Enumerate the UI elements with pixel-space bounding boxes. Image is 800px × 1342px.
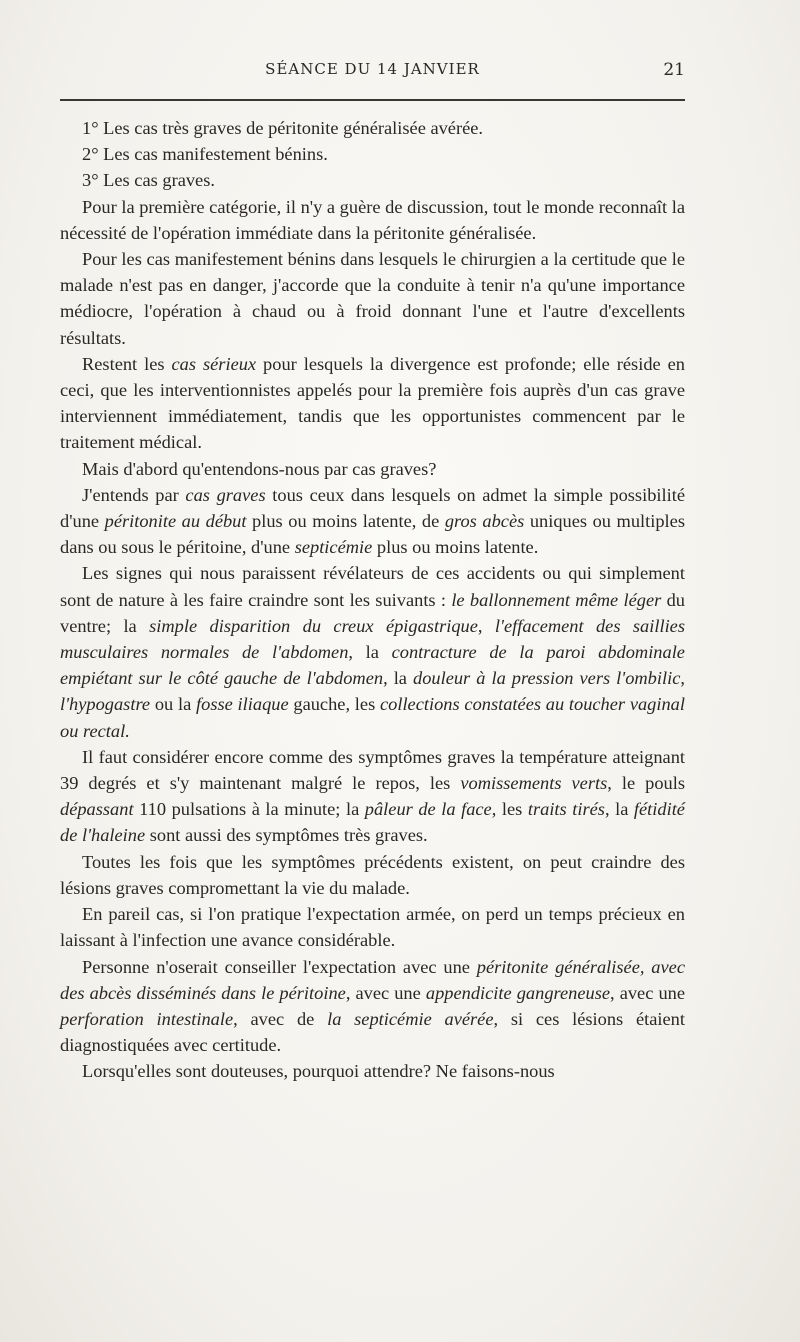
text-run: Les signes qui nous paraissent révélateurs de ces accidents ou qui simplement sont de nature à les faire craindre sont les suivants :	[60, 563, 685, 610]
italic-run: l'hypogastre	[60, 694, 151, 715]
text-run: uniques ou multiples dans ou sous le péritoine, d'une	[60, 511, 685, 558]
text-run: 1° Les cas très graves de péritonite généralisée avérée.	[82, 118, 484, 138]
text-run: tous ceux dans lesquels on admet la simple possibilité d'une	[60, 484, 685, 532]
text-run: J'entends par	[82, 484, 186, 505]
italic-run: dépassant	[60, 799, 134, 820]
page-number: 21	[663, 60, 685, 80]
italic-run: le ballonnement même léger	[451, 589, 662, 610]
italic-run: fosse iliaque	[196, 694, 289, 715]
italic-run: douleur à la pression vers l'ombilic	[413, 668, 681, 689]
paragraph	[60, 246, 685, 351]
italic-run: traits tirés	[527, 799, 605, 820]
italic-run: septicémie	[294, 537, 373, 558]
body-text	[60, 115, 685, 1085]
text-run: Mais d'abord qu'entendons-nous par cas graves?	[82, 458, 437, 479]
page-header	[60, 60, 685, 88]
paragraph	[60, 744, 685, 849]
paragraph	[60, 1058, 685, 1084]
text-run: , avec de	[233, 1008, 328, 1029]
italic-run: gros abcès	[444, 511, 525, 532]
running-title: SÉANCE DU 14 JANVIER	[265, 60, 480, 78]
text-run: Pour la première catégorie, il n'y a guère de discussion, tout le monde reconnaît la nécessité de l'opération immédiate dans la péritonite généralisée.	[60, 196, 685, 243]
italic-run: cas sérieux	[171, 353, 257, 374]
italic-run: vomissements verts	[460, 773, 608, 794]
text-run: , le pouls	[607, 773, 685, 794]
paragraph	[60, 560, 685, 743]
text-run: , la	[383, 668, 413, 689]
text-run: En pareil cas, si l'on pratique l'expectation armée, on perd un temps précieux en laissant à l'infection une avance considérable.	[60, 904, 685, 951]
text-run: ou la	[150, 694, 197, 715]
text-run: plus ou moins latente.	[372, 537, 539, 558]
paragraph	[60, 954, 685, 1059]
text-run: pour lesquels la divergence est profonde; elle réside en ceci, que les interventionnistes appelés pour la première fois auprès d'un cas grave interviennent immédiatement, tandis que les opportunistes commencent par le traitement médical.	[60, 353, 685, 453]
paragraph	[60, 167, 685, 193]
italic-run: appendicite gangreneuse	[425, 982, 611, 1003]
text-run: ,	[477, 615, 495, 636]
text-run: , les	[491, 799, 528, 820]
italic-run: contracture de la paroi abdominale empiétant sur le côté gauche de l'abdomen	[60, 642, 685, 689]
paragraph	[60, 849, 685, 901]
paragraph	[60, 351, 685, 456]
text-run: sont aussi des symptômes très graves.	[145, 825, 428, 846]
paragraph	[60, 482, 685, 561]
italic-run: cas graves	[185, 484, 266, 505]
paragraph	[60, 141, 685, 167]
text-run: , avec une	[345, 982, 426, 1003]
paragraph	[60, 456, 685, 482]
italic-run: pâleur de la face	[364, 799, 492, 820]
text-run: , avec une	[610, 982, 685, 1003]
italic-run: péritonite au début	[104, 511, 247, 532]
text-run: gauche, les	[288, 694, 380, 715]
text-run: Lorsqu'elles sont douteuses, pourquoi attendre? Ne faisons-nous	[82, 1061, 555, 1082]
header-rule	[60, 99, 685, 101]
text-run: 2° Les cas manifestement bénins.	[82, 144, 328, 165]
italic-run: péritonite généralisée, avec des abcès disséminés dans le péritoine	[60, 956, 685, 1003]
text-run: plus ou moins latente, de	[246, 511, 445, 532]
text-run: , la	[604, 799, 634, 820]
italic-run: l'effacement des saillies musculaires normales de l'abdomen	[60, 615, 685, 663]
text-run: 110 pulsations à la minute; la	[133, 799, 365, 820]
text-run: , si ces lésions étaient diagnostiquées avec certitude.	[60, 1008, 685, 1056]
paragraph	[60, 115, 685, 141]
text-run: ,	[680, 668, 685, 689]
italic-run: la septicémie avérée	[327, 1008, 494, 1029]
text-run: Pour les cas manifestement bénins dans lesquels le chirurgien a la certitude que le malade n'est pas en danger, j'accorde que la conduite à tenir n'a qu'une importance médiocre, l'opération à chaud ou à froid donnant l'une et l'autre d'excellents résultats.	[60, 249, 685, 348]
italic-run: perforation intestinale	[60, 1008, 234, 1029]
italic-run: fétidité de l'haleine	[60, 799, 685, 846]
text-run: Restent les	[82, 353, 172, 374]
text-run: Il faut considérer encore comme des symptômes graves la température atteignant 39 degrés et s'y maintenant malgré le repos, les	[60, 746, 685, 794]
italic-run: simple disparition du creux épigastrique	[149, 615, 478, 636]
text-run: , la	[348, 642, 392, 663]
paragraph	[60, 194, 685, 246]
text-run: Toutes les fois que les symptômes précédents existent, on peut craindre des lésions graves compromettant la vie du malade.	[60, 851, 685, 898]
text-run: 3° Les cas graves.	[82, 170, 215, 191]
text-run: Personne n'oserait conseiller l'expectation avec une	[82, 956, 477, 977]
italic-run: collections constatées au toucher vaginal ou rectal.	[60, 694, 685, 741]
text-run: du ventre; la	[60, 589, 685, 636]
paragraph	[60, 901, 685, 953]
